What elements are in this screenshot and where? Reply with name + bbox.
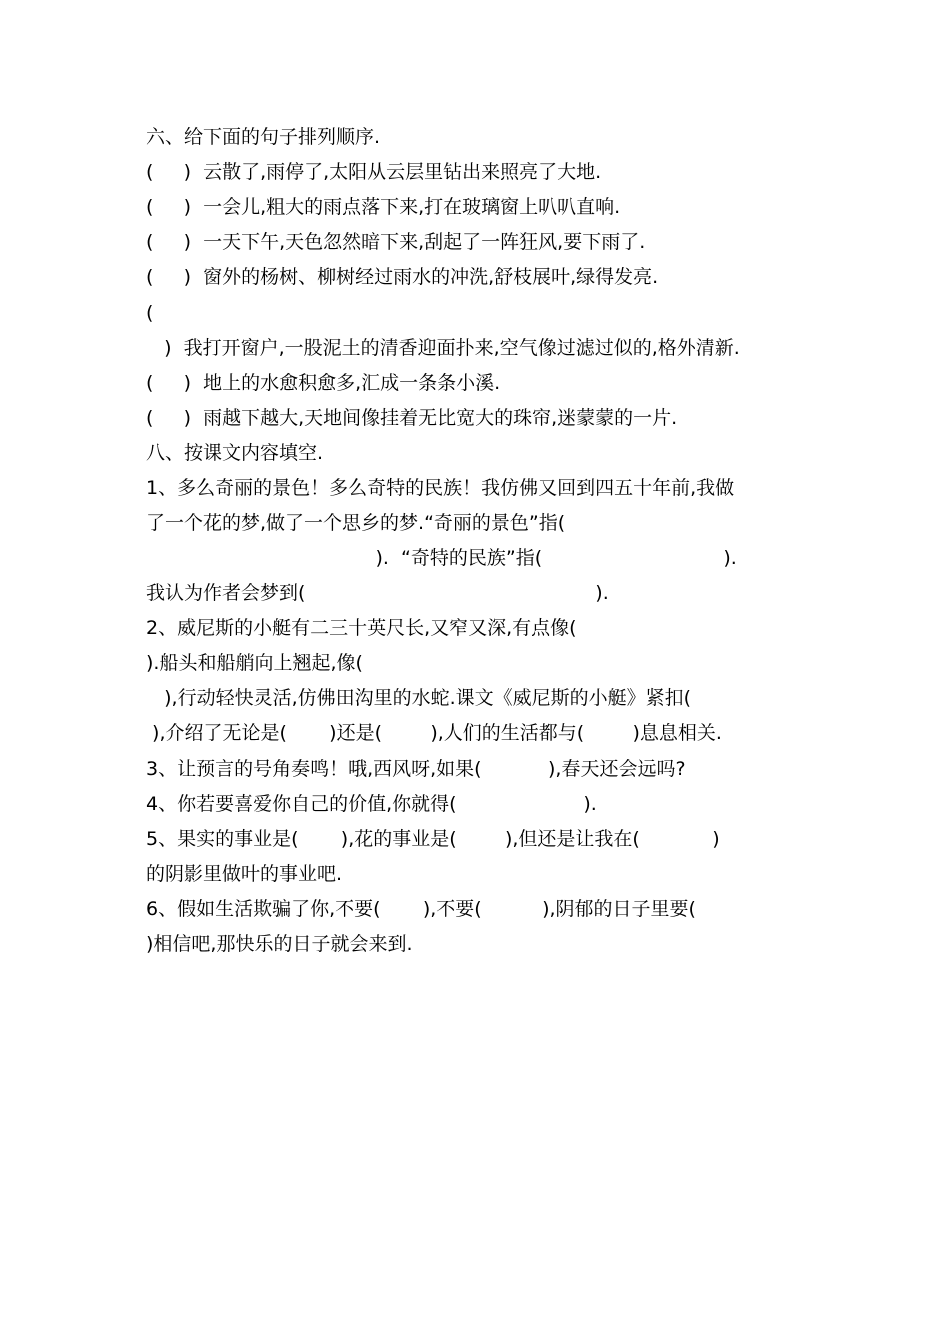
ordering-item-4: ( ) 窗外的杨树、柳树经过雨水的冲洗,舒枝展叶,绿得发亮. [146,266,659,288]
section-6-heading: 六、给下面的句子排列顺序. [146,126,381,148]
fill-line-11: 5、果实的事业是( ),花的事业是( ),但还是让我在( ) [146,828,720,850]
fill-line-1: 1、多么奇丽的景色！多么奇特的民族！我仿佛又回到四五十年前,我做 [146,477,735,499]
fill-line-5: 2、威尼斯的小艇有二三十英尺长,又窄又深,有点像( [146,617,577,639]
fill-line-2: 了一个花的梦,做了一个思乡的梦.“奇丽的景色”指( [146,512,566,534]
fill-line-4: 我认为作者会梦到( ). [146,582,609,604]
fill-line-14: )相信吧,那快乐的日子就会来到. [146,933,413,955]
fill-line-7: ),行动轻快灵活,仿佛田沟里的水蛇.课文《威尼斯的小艇》紧扣( [146,687,692,709]
section-8-heading: 八、按课文内容填空. [146,442,324,464]
fill-line-3: ). “奇特的民族”指( ). [146,547,737,569]
ordering-item-7: ( ) 雨越下越大,天地间像挂着无比宽大的珠帘,迷蒙蒙的一片. [146,407,678,429]
fill-line-13: 6、假如生活欺骗了你,不要( ),不要( ),阴郁的日子里要( [146,898,696,920]
ordering-item-5-bracket: ( [146,302,154,324]
fill-line-8: ),介绍了无论是( )还是( ),人们的生活都与( )息息相关. [146,722,722,744]
fill-line-12: 的阴影里做叶的事业吧. [146,863,343,885]
ordering-item-2: ( ) 一会儿,粗大的雨点落下来,打在玻璃窗上叭叭直响. [146,196,621,218]
fill-line-6: ).船头和船艄向上翘起,像( [146,652,363,674]
fill-line-9: 3、让预言的号角奏鸣！哦,西风呀,如果( ),春天还会远吗? [146,758,686,780]
fill-line-10: 4、你若要喜爱你自己的价值,你就得( ). [146,793,597,815]
ordering-item-6: ( ) 地上的水愈积愈多,汇成一条条小溪. [146,372,501,394]
ordering-item-3: ( ) 一天下午,天色忽然暗下来,刮起了一阵狂风,要下雨了. [146,231,646,253]
ordering-item-1: ( ) 云散了,雨停了,太阳从云层里钻出来照亮了大地. [146,161,602,183]
ordering-item-5: ) 我打开窗户,一股泥土的清香迎面扑来,空气像过滤过似的,格外清新. [146,337,740,359]
